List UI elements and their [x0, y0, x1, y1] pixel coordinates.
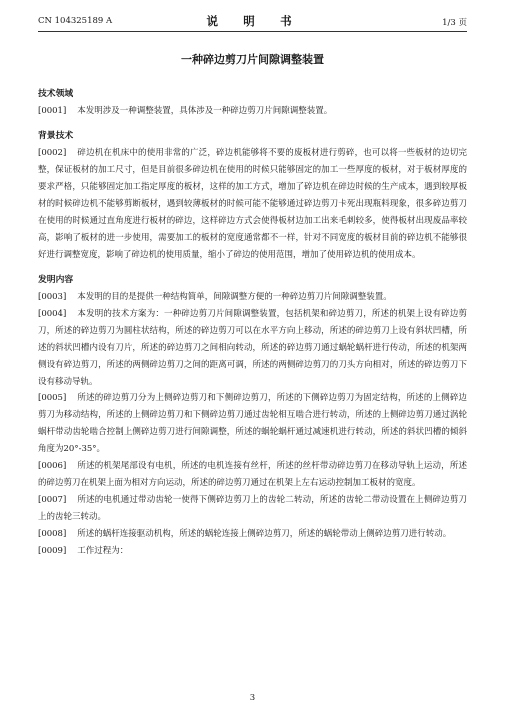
- section-heading-field: 技术领域: [38, 89, 74, 99]
- paragraph-text: 本发明涉及一种调整装置，具体涉及一种碎边剪刀片间隙调整装置。: [77, 105, 333, 116]
- paragraph-text: 工作过程为：: [77, 545, 129, 556]
- paragraph-0003: [38, 289, 467, 306]
- header-rule: [38, 31, 467, 32]
- paragraph-text: 本发明的目的是提供一种结构简单，间隙调整方便的一种碎边剪刀片间隙调整装置。: [77, 291, 392, 302]
- publication-number: CN 104325189 A: [38, 16, 113, 26]
- paragraph-number: [0002]: [38, 148, 67, 159]
- document-body: [38, 86, 467, 559]
- paragraph-0004: [38, 306, 467, 391]
- paragraph-0007: [38, 492, 467, 526]
- paragraph-number: [0007]: [38, 494, 67, 505]
- paragraph-text: 所述的机架尾部设有电机，所述的电机连接有丝杆，所述的丝杆带动碎边剪刀在移动导轨上运动，所述的碎边剪刀在机架上面为相对方向运动，所述的碎边剪刀通过在机架上左右运动控制加工板材的宽度。: [38, 461, 467, 488]
- section-heading-background: 背景技术: [38, 131, 74, 142]
- paragraph-number: [0009]: [38, 545, 67, 556]
- section-heading-summary: 发明内容: [38, 275, 74, 286]
- paragraph-text: 所述的电机通过带动齿轮一使得下侧碎边剪刀上的齿轮二转动，所述的齿轮二带动设置在上侧碎边剪刀上的齿轮三转动。: [38, 494, 467, 522]
- paragraph-number: [0008]: [38, 528, 67, 539]
- paragraph-number: [0005]: [38, 393, 67, 404]
- paragraph-0001: [38, 103, 467, 120]
- paragraph-text: 本发明的技术方案为：一种碎边剪刀片间隙调整装置，包括机架和碎边剪刀，所述的机架上设有碎边剪刀，所述的碎边剪刀为圆柱状结构，所述的碎边剪刀可以在水平方向上移动，所述的碎边剪刀上设有斜状凹槽，所述的斜状凹槽内设有刀片，所述的碎边剪刀之间相向转动，所述的碎边剪刀通过蜗轮蜗杆进行传动，所述的机架两侧设有碎边剪刀，所述的两侧碎边剪刀之间的距离可调，所述的两侧碎边剪刀的刀头方向相对，所述的碎边剪刀下设有移动导轨。: [38, 308, 467, 387]
- page-indicator: 1/3 页: [442, 18, 467, 28]
- document-type: 说 明 书: [206, 14, 299, 28]
- paragraph-number: [0006]: [38, 461, 67, 472]
- paragraph-0009: [38, 543, 467, 560]
- page-number: 3: [249, 693, 256, 703]
- paragraph-number: [0001]: [38, 105, 67, 116]
- paragraph-0006: [38, 458, 467, 492]
- paragraph-number: [0004]: [38, 308, 67, 319]
- paragraph-text: 所述的蜗杆连接驱动机构，所述的蜗轮连接上侧碎边剪刀，所述的蜗轮带动上侧碎边剪刀进行转动。: [77, 528, 452, 539]
- paragraph-text: 碎边机在机床中的使用非常的广泛，碎边机能够将不要的废板材进行剪碎，也可以将一些板材的边切完整，保证板材的加工尺寸，但是目前很多碎边机在使用的时候只能够固定的加工一些厚度的板材，对于板材厚度的要求严格，只能够固定加工指定厚度的板材，这样的加工方式，增加了碎边机在碎边时候的生产成本，遇到较厚板材的时候碎边机不能够剪断板材，遇到较薄板材的时候可能不能够通过碎边剪刀卡死出现瓶料现象，很多碎边剪刀在使用的时候通过直角度进行板材的碎边，这样碎边方式会使得板材边加工出来毛刺较多，使得板材出现废品率较高，影响了板材的进一步使用，需要加工的板材的宽度通常都不一样，针对不同宽度的板材目前的碎边机不能够很好进行调整宽度，影响了碎边机的使用质量，缩小了碎边的使用范围，增加了使用碎边机的使用成本。: [38, 148, 467, 260]
- document-title: 一种碎边剪刀片间隙调整装置: [181, 53, 324, 66]
- paragraph-text: 所述的碎边剪刀分为上侧碎边剪刀和下侧碎边剪刀，所述的下侧碎边剪刀为固定结构，所述的上侧碎边剪刀为移动结构，所述的上侧碎边剪刀和下侧碎边剪刀通过齿轮相互啮合进行转动，所述的上侧碎边剪刀通过涡轮蜗杆带动齿轮啮合控制上侧碎边剪刀进行间隙调整，所述的蜗轮蜗杆通过减速机进行转动，所述的斜状凹槽的倾斜角度为20°-35°。: [38, 393, 467, 455]
- page-header: [38, 13, 467, 29]
- paragraph-0008: [38, 526, 467, 543]
- paragraph-number: [0003]: [38, 291, 67, 302]
- paragraph-0005: [38, 390, 467, 458]
- paragraph-0002: [38, 145, 467, 263]
